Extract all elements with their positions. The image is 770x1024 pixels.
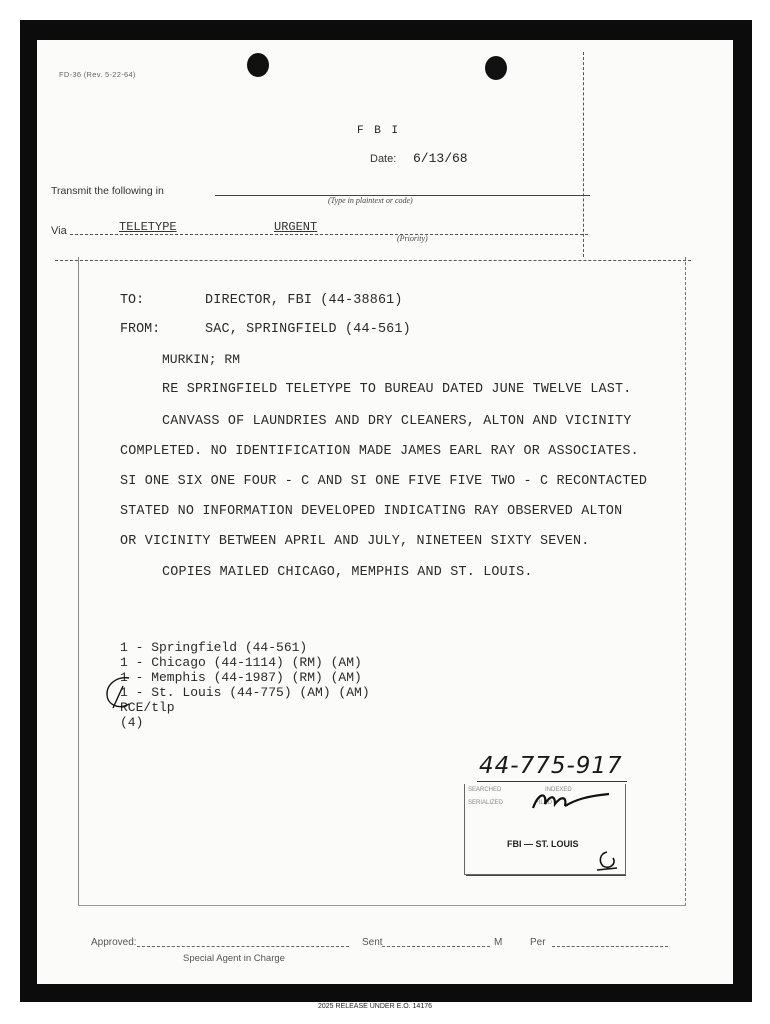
message-line: CANVASS OF LAUNDRIES AND DRY CLEANERS, ALTON AND VICINITY xyxy=(162,414,632,429)
agent-caption: Special Agent in Charge xyxy=(183,953,285,964)
message-line: COMPLETED. NO IDENTIFICATION MADE JAMES EARL RAY OR ASSOCIATES. xyxy=(120,444,639,459)
case-caption: MURKIN; RM xyxy=(162,352,241,367)
document-page xyxy=(37,40,733,984)
date-value: 6/13/68 xyxy=(413,151,468,166)
stamp-indexed: INDEXED xyxy=(545,787,572,793)
to-value: DIRECTOR, FBI (44-38861) xyxy=(205,293,403,308)
via-priority: URGENT xyxy=(274,220,318,234)
form-number: FD-36 (Rev. 5-22-64) xyxy=(59,70,136,79)
sent-rule xyxy=(382,946,490,947)
from-value: SAC, SPRINGFIELD (44-561) xyxy=(205,322,411,337)
stamp-underline xyxy=(466,875,626,876)
copy-count: (4) xyxy=(120,715,144,730)
stamp-handwritten-mark xyxy=(593,850,621,872)
header-dashed-rule xyxy=(583,52,584,257)
via-method: TELETYPE xyxy=(119,220,177,234)
transmit-caption: (Type in plaintext or code) xyxy=(328,196,413,205)
per-rule xyxy=(552,946,668,947)
transmit-label: Transmit the following in xyxy=(51,185,164,197)
message-line: OR VICINITY BETWEEN APRIL AND JULY, NINETEEN SIXTY SEVEN. xyxy=(120,534,590,549)
sent-label: Sent xyxy=(362,937,383,948)
release-notice: 2025 RELEASE UNDER E.O. 14176 xyxy=(318,1003,433,1010)
stamp-filed: FILED xyxy=(535,800,553,806)
distribution-item: 1 - Springfield (44-561) xyxy=(120,640,308,655)
to-label: TO: xyxy=(120,293,145,308)
punch-hole-left xyxy=(247,53,269,77)
message-line: STATED NO INFORMATION DEVELOPED INDICATING RAY OBSERVED ALTON xyxy=(120,504,623,519)
stamp-office: FBI — ST. LOUIS xyxy=(507,839,579,849)
per-label: Per xyxy=(530,937,546,948)
punch-hole-right xyxy=(485,56,507,80)
m-label: M xyxy=(494,937,503,948)
handwritten-file-number: 44-775-917 xyxy=(479,753,623,779)
from-label: FROM: xyxy=(120,322,161,337)
stamp-initials-signature xyxy=(525,786,615,814)
distribution-item: 1 - Memphis (44-1987) (RM) (AM) xyxy=(120,670,362,685)
typist-initials: RCE/tlp xyxy=(120,700,175,715)
distribution-item: 1 - St. Louis (44-775) (AM) (AM) xyxy=(120,685,370,700)
stamp-searched: SEARCHED xyxy=(468,787,502,793)
approved-rule xyxy=(137,946,349,947)
via-label: Via xyxy=(51,225,67,237)
message-line: COPIES MAILED CHICAGO, MEMPHIS AND ST. LOUIS. xyxy=(162,565,533,580)
handwritten-circle xyxy=(103,674,143,712)
message-line: RE SPRINGFIELD TELETYPE TO BUREAU DATED JUNE TWELVE LAST. xyxy=(162,382,632,397)
stamp-serialized: SERIALIZED xyxy=(468,800,504,806)
file-number-underline xyxy=(477,781,627,782)
agency-header: F B I xyxy=(357,125,401,137)
message-line: SI ONE SIX ONE FOUR - C AND SI ONE FIVE FIVE TWO - C RECONTACTED xyxy=(120,474,648,489)
date-label: Date: xyxy=(370,153,397,165)
serial-stamp xyxy=(464,784,626,875)
priority-caption: (Priority) xyxy=(397,234,428,243)
via-rule xyxy=(70,234,588,235)
approved-label: Approved: xyxy=(91,937,137,948)
distribution-item: 1 - Chicago (44-1114) (RM) (AM) xyxy=(120,655,362,670)
